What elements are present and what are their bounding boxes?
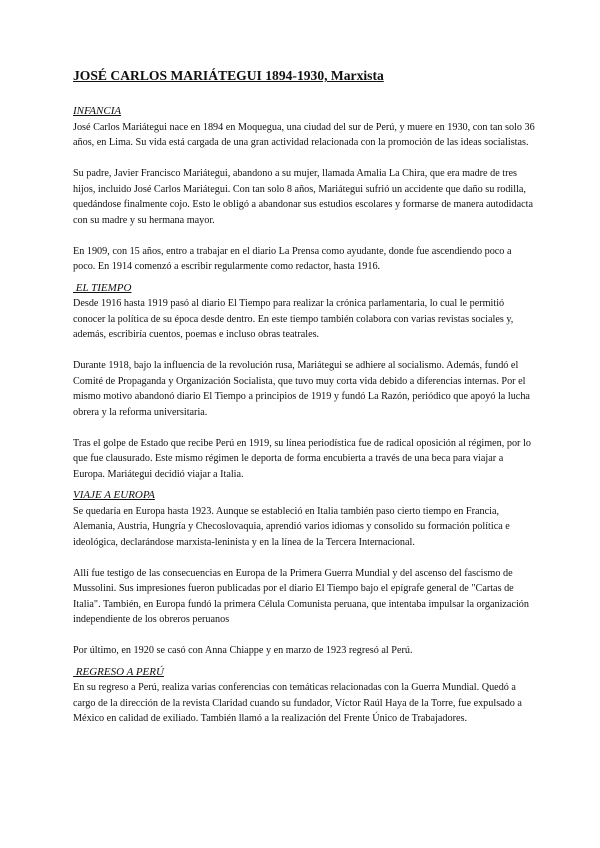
- paragraph: Allí fue testigo de las consecuencias en Europa de la Primera Guerra Mundial y del ascenso del fascismo de Mussolini. Sus impresiones fueron publicadas por el diario El Tiempo bajo el epígrafe general de "Cartas de Italia". También, en Europa fundó la primera Célula Comunista peruana, que intentaba impulsar la organización independiente de los obreros peruanos: [73, 567, 529, 625]
- document-page: [73, 66, 535, 742]
- section-heading-regreso-a-peru: REGRESO A PERÚ: [73, 665, 164, 678]
- paragraph: Tras el golpe de Estado que recibe Perú en 1919, su línea periodística fue de radical oposición al régimen, por lo que fue clausurado. Este mismo régimen le deporta de forma encubierta a través de una beca para viajar a Europa. Mariátegui decidió viajar a Italia.: [73, 437, 531, 480]
- section-viaje-a-europa: [73, 488, 535, 659]
- section-heading-infancia: INFANCIA: [73, 105, 122, 117]
- section-regreso-a-peru: [73, 665, 535, 727]
- paragraph: Se quedaría en Europa hasta 1923. Aunque se estableció en Italia también paso cierto tiempo en Francia, Alemania, Austria, Hungría y Checoslovaquia, aprendió varios idiomas y consolido su formación política e ideológica, declarándose marxista-leninista y en la línea de la Tercera Internacional.: [73, 505, 510, 548]
- document-title: JOSÉ CARLOS MARIÁTEGUI 1894-1930, Marxista: [73, 68, 384, 83]
- section-heading-viaje-a-europa: VIAJE A EUROPA: [73, 489, 155, 501]
- paragraph: En 1909, con 15 años, entro a trabajar en el diario La Prensa como ayudante, donde fue ascendiendo poco a poco. En 1914 comenzó a escribir regularmente como redactor, hasta 1916.: [73, 245, 512, 272]
- paragraph: Por último, en 1920 se casó con Anna Chiappe y en marzo de 1923 regresó al Perú.: [73, 645, 413, 656]
- paragraph: Durante 1918, bajo la influencia de la revolución rusa, Mariátegui se adhiere al socialismo. Además, fundó el Comité de Propaganda y Organización Socialista, que tuvo muy corta vida debido a diferencias internas. Por el mismo motivo abandonó diario El Tiempo a principios de 1919 y fundó La Razón, periódico que apoyó la lucha obrera y la reforma universitaria.: [73, 360, 530, 418]
- paragraph: En su regreso a Perú, realiza varias conferencias con temáticas relacionadas con la Guerra Mundial. Quedó a cargo de la dirección de la revista Claridad cuando su fundador, Víctor Raúl Haya de la Torre, fue expulsado a México en calidad de exiliado. También llamó a la realización del Frente Único de Trabajadores.: [73, 682, 522, 724]
- paragraph: Desde 1916 hasta 1919 pasó al diario El Tiempo para realizar la crónica parlamentaria, lo cual le permitió conocer la política de su época desde dentro. En este tiempo también colabora con varias revistas sociales y, además, escribiría cuentos, poemas e incluso obras teatrales.: [73, 298, 514, 340]
- paragraph: Su padre, Javier Francisco Mariátegui, abandono a su mujer, llamada Amalia La Chira, que era madre de tres hijos, incluido José Carlos Mariátegui. Con tan solo 8 años, Mariátegui sufrió un accidente que daño su rodilla, quedándose finalmente cojo. Esto le obligó a abandonar sus estudios escolares y formarse de manera autodidacta con su madre y su hermana mayor.: [73, 168, 533, 226]
- paragraph: José Carlos Mariátegui nace en 1894 en Moquegua, una ciudad del sur de Perú, y muere en 1930, con tan solo 36 años, en Lima. Su vida está cargada de una gran actividad relacionada con la promoción de las ideas socialistas.: [73, 121, 535, 148]
- section-infancia: [73, 104, 535, 275]
- section-el-tiempo: [73, 281, 535, 483]
- section-heading-el-tiempo: EL TIEMPO: [73, 281, 132, 294]
